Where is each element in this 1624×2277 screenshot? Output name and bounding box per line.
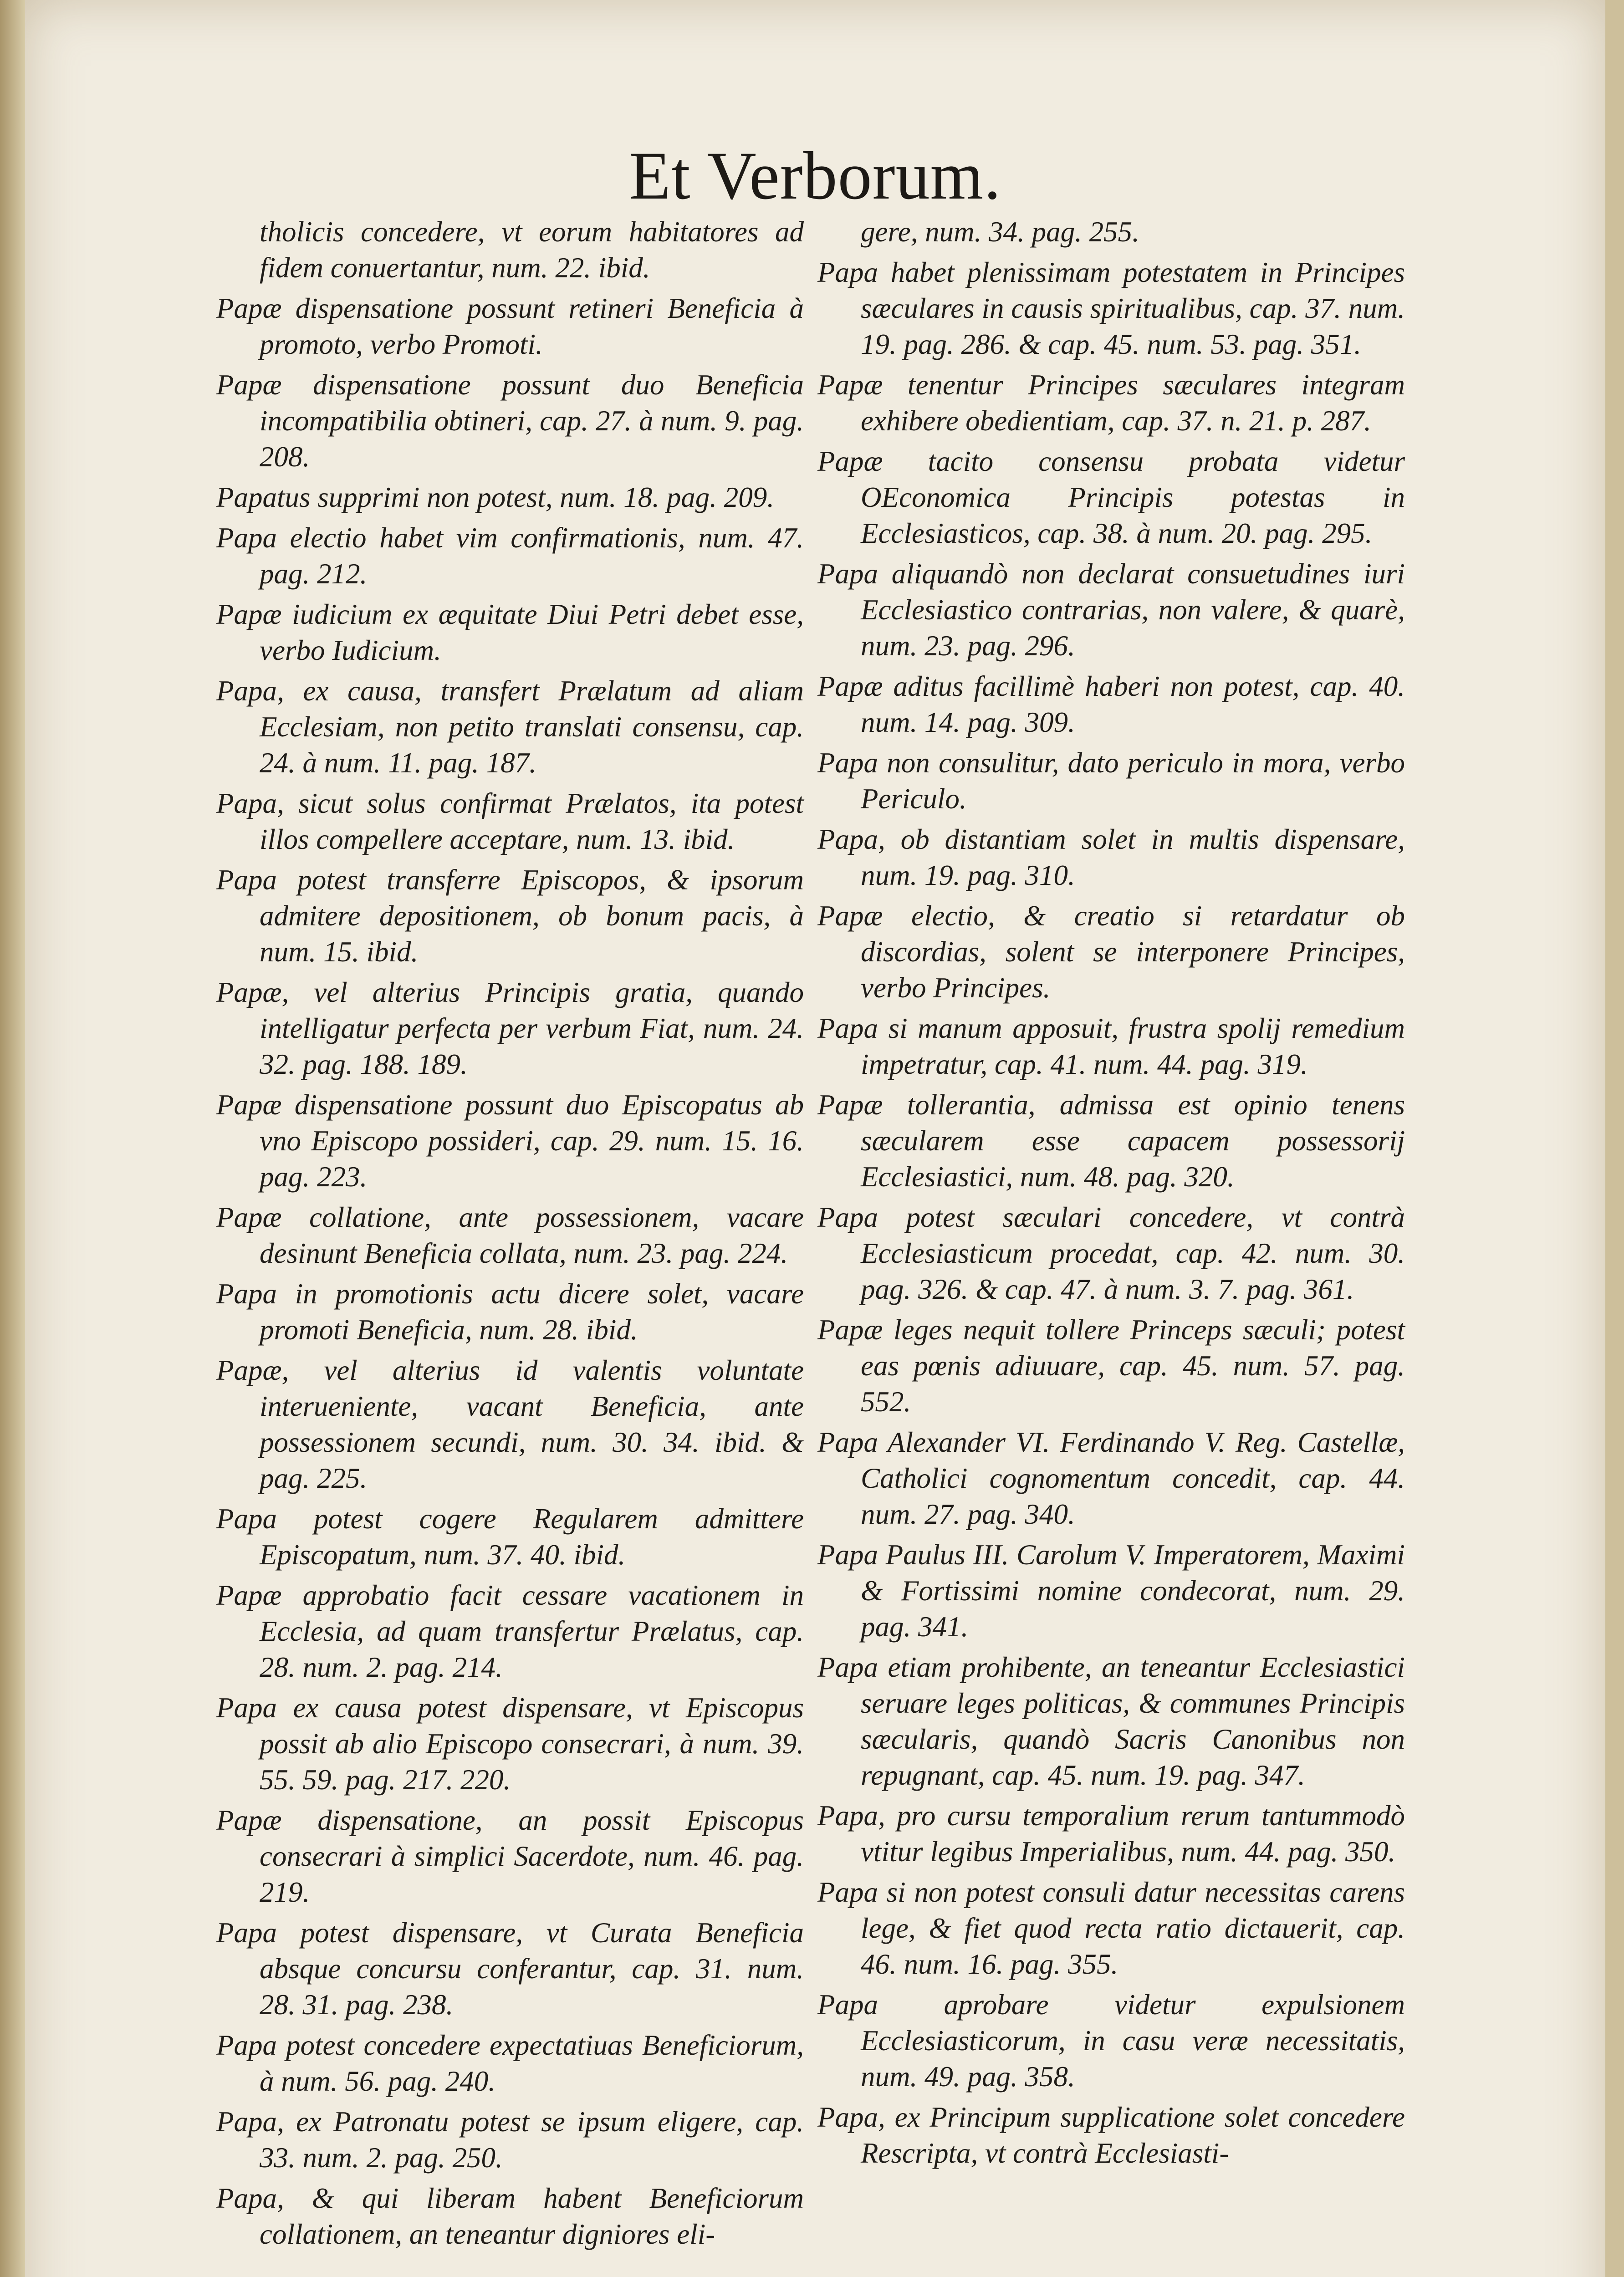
index-entry: Papa aliquandò non declarat consuetudines iuri Ecclesiastico contrarias, non valere, & quarè, num. 23. pag. 296. <box>817 558 1405 662</box>
running-header: Et Verborum. <box>629 138 1001 214</box>
index-entry: Papæ approbatio facit cessare vacationem in Ecclesia, ad quam transfertur Prælatus, cap. 28. num. 2. pag. 214. <box>216 1579 804 1683</box>
index-entry: Papæ iudicium ex æquitate Diui Petri debet esse, verbo Iudicium. <box>216 598 804 666</box>
index-entry: Papa, sicut solus confirmat Prælatos, ita potest illos compellere acceptare, num. 13. ibid. <box>216 787 804 855</box>
index-entry: Papæ tacito consensu probata videtur OEconomica Principis potestas in Ecclesiasticos, cap. 38. à num. 20. pag. 295. <box>817 445 1405 549</box>
index-entry: Papa, pro cursu temporalium rerum tantummodò vtitur legibus Imperialibus, num. 44. pag. 350. <box>817 1800 1405 1868</box>
index-entry: Papæ dispensatione possunt duo Beneficia incompatibilia obtineri, cap. 27. à num. 9. pag. 208. <box>216 369 804 473</box>
index-entry: Papa etiam prohibente, an teneantur Ecclesiastici seruare leges politicas, & communes Principis sæcularis, quandò Sacris Canonibus non repugnant, cap. 45. num. 19. pag. 347. <box>817 1651 1405 1791</box>
index-entry: Papæ dispensatione possunt retineri Beneficia à promoto, verbo Promoti. <box>216 292 804 360</box>
book-spine-edge <box>0 0 25 2277</box>
index-entry: Papa aprobare videtur expulsionem Ecclesiasticorum, in casu veræ necessitatis, num. 49. pag. 358. <box>817 1989 1405 2093</box>
index-entry: Papæ electio, & creatio si retardatur ob discordias, solent se interponere Principes, verbo Principes. <box>817 900 1405 1004</box>
index-entry: Papæ collatione, ante possessionem, vacare desinunt Beneficia collata, num. 23. pag. 224. <box>216 1201 804 1269</box>
index-entry: gere, num. 34. pag. 255. <box>861 216 1139 248</box>
index-entry: Papa, ob distantiam solet in multis dispensare, num. 19. pag. 310. <box>817 823 1405 891</box>
index-entry: Papæ, vel alterius Principis gratia, quando intelligatur perfecta per verbum Fiat, num. 24. 32. pag. 188. 189. <box>216 976 804 1080</box>
index-entry: tholicis concedere, vt eorum habitatores ad fidem conuertantur, num. 22. ibid. <box>260 216 804 284</box>
index-entry: Papæ tollerantia, admissa est opinio tenens sæcularem esse capacem possessorij Ecclesiastici, num. 48. pag. 320. <box>817 1089 1405 1193</box>
index-column-right <box>817 214 1405 2176</box>
index-entry: Papa potest cogere Regularem admittere Episcopatum, num. 37. 40. ibid. <box>216 1503 804 1571</box>
index-entry: Papa Paulus III. Carolum V. Imperatorem, Maximi & Fortissimi nomine condecorat, num. 29. pag. 341. <box>817 1539 1405 1643</box>
index-entry: Papæ leges nequit tollere Princeps sæculi; potest eas pœnis adiuuare, cap. 45. num. 57. pag. 552. <box>817 1314 1405 1418</box>
index-entry: Papa in promotionis actu dicere solet, vacare promoti Beneficia, num. 28. ibid. <box>216 1278 804 1346</box>
index-entry: Papa habet plenissimam potestatem in Principes sæculares in causis spiritualibus, cap. 37. num. 19. pag. 286. & cap. 45. num. 53. pag. 351. <box>817 256 1405 360</box>
index-entry: Papa ex causa potest dispensare, vt Episcopus possit ab alio Episcopo consecrari, à num. 39. 55. 59. pag. 217. 220. <box>216 1692 804 1796</box>
index-entry: Papa potest dispensare, vt Curata Beneficia absque concursu conferantur, cap. 31. num. 28. 31. pag. 238. <box>216 1917 804 2021</box>
index-entry: Papa non consulitur, dato periculo in mora, verbo Periculo. <box>817 747 1405 815</box>
index-entry: Papa, ex causa, transfert Prælatum ad aliam Ecclesiam, non petito translati consensu, cap. 24. à num. 11. pag. 187. <box>216 675 804 779</box>
index-entry: Papa Alexander VI. Ferdinando V. Reg. Castellæ, Catholici cognomentum concedit, cap. 44. num. 27. pag. 340. <box>817 1426 1405 1530</box>
index-entry: Papæ, vel alterius id valentis voluntate interueniente, vacant Beneficia, ante possessionem secundi, num. 30. 34. ibid. & pag. 225. <box>216 1354 804 1494</box>
index-entry: Papatus supprimi non potest, num. 18. pag. 209. <box>216 481 775 513</box>
index-entry: Papæ tenentur Principes sæculares integram exhibere obedientiam, cap. 37. n. 21. p. 287. <box>817 369 1405 437</box>
index-entry: Papa si manum apposuit, frustra spolij remedium impetratur, cap. 41. num. 44. pag. 319. <box>817 1012 1405 1080</box>
index-entry: Papa, ex Patronatu potest se ipsum eligere, cap. 33. num. 2. pag. 250. <box>216 2106 804 2174</box>
index-entry: Papa potest transferre Episcopos, & ipsorum admitere depositionem, ob bonum pacis, à num. 15. ibid. <box>216 864 804 968</box>
index-entry: Papæ dispensatione possunt duo Episcopatus ab vno Episcopo possideri, cap. 29. num. 15. 16. pag. 223. <box>216 1089 804 1193</box>
book-page <box>25 0 1605 2277</box>
index-entry: Papa electio habet vim confirmationis, num. 47. pag. 212. <box>216 522 804 590</box>
index-entry: Papæ dispensatione, an possit Episcopus consecrari à simplici Sacerdote, num. 46. pag. 219. <box>216 1804 804 1908</box>
index-entry: Papa, ex Principum supplicatione solet concedere Rescripta, vt contrà Ecclesiasti- <box>817 2101 1405 2169</box>
index-entry: Papæ aditus facillimè haberi non potest, cap. 40. num. 14. pag. 309. <box>817 670 1405 738</box>
index-entry: Papa potest sæculari concedere, vt contrà Ecclesiasticum procedat, cap. 42. num. 30. pag. 326. & cap. 47. à num. 3. 7. pag. 361. <box>817 1201 1405 1305</box>
index-entry: Papa si non potest consuli datur necessitas carens lege, & fiet quod recta ratio dictauerit, cap. 46. num. 16. pag. 355. <box>817 1876 1405 1980</box>
index-entry: Papa potest concedere expectatiuas Beneficiorum, à num. 56. pag. 240. <box>216 2029 804 2097</box>
index-column-left <box>216 214 804 2257</box>
index-entry: Papa, & qui liberam habent Beneficiorum collationem, an teneantur digniores eli- <box>216 2182 804 2250</box>
